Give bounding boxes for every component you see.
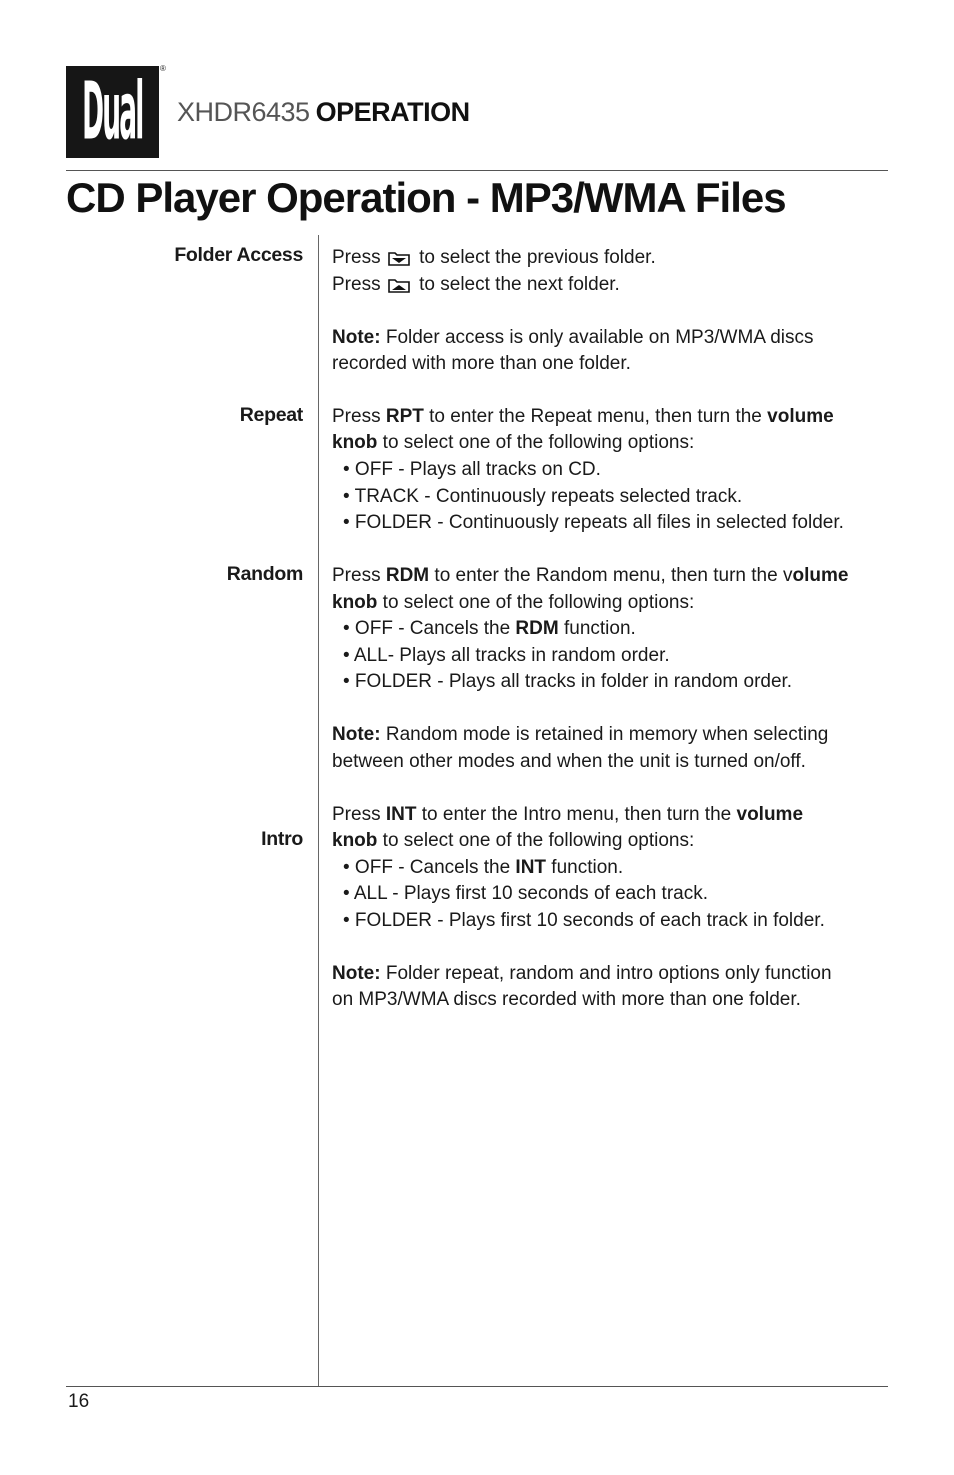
- int-key: INT: [385, 804, 417, 825]
- random-option-folder: • FOLDER - Plays all tracks in folder in random order.: [343, 671, 793, 692]
- repeat-option-folder: • FOLDER - Continuously repeats all files in selected folder.: [343, 512, 844, 533]
- section-name: OPERATION: [315, 97, 470, 127]
- text: Press: [332, 247, 381, 268]
- note-label: Note:: [332, 327, 381, 348]
- logo-text: Dual: [82, 66, 143, 158]
- rpt-key: RPT: [385, 406, 424, 427]
- label-intro: Intro: [261, 828, 303, 850]
- random-line-2: [332, 590, 694, 616]
- text: function.: [546, 857, 624, 878]
- page-number: 16: [68, 1391, 90, 1412]
- model-name: XHDR6435: [177, 97, 310, 127]
- text: Folder access is only available on MP3/WMA discs: [380, 327, 814, 348]
- text: Folder repeat, random and intro options only function: [380, 963, 832, 984]
- intro-line-1: [332, 802, 803, 828]
- folder-prev-line: [332, 245, 656, 274]
- folder-next-line: [332, 272, 620, 301]
- header-title: [177, 97, 470, 128]
- top-divider: [66, 170, 888, 171]
- int-key: INT: [515, 857, 547, 878]
- text: to enter the Random menu, then turn the v: [429, 565, 793, 586]
- registered-mark: ®: [160, 64, 166, 73]
- intro-option-off: [343, 855, 623, 881]
- text: to enter the Intro menu, then turn the: [416, 804, 737, 825]
- dual-logo: [66, 66, 159, 158]
- note-label: Note:: [332, 724, 381, 745]
- intro-option-all: • ALL - Plays first 10 seconds of each track.: [343, 883, 709, 904]
- text: Press: [332, 565, 386, 586]
- label-repeat: Repeat: [239, 404, 303, 426]
- repeat-line-1: [332, 404, 834, 430]
- text: Press: [332, 804, 386, 825]
- random-note-line-1: [332, 722, 828, 748]
- label-folder-access: Folder Access: [174, 244, 303, 266]
- text: • OFF - Cancels the: [343, 618, 516, 639]
- page-title: CD Player Operation - MP3/WMA Files: [66, 174, 786, 221]
- intro-line-2: [332, 828, 694, 854]
- text: olume: [792, 565, 849, 586]
- intro-note-line-2: on MP3/WMA discs recorded with more than one folder.: [332, 989, 801, 1010]
- text: to select one of the following options:: [377, 592, 695, 613]
- intro-note-line-1: [332, 961, 832, 987]
- text: function.: [558, 618, 636, 639]
- text: Press: [332, 406, 386, 427]
- folder-note-line-2: recorded with more than one folder.: [332, 353, 631, 374]
- note-label: Note:: [332, 963, 381, 984]
- text: to select the previous folder.: [419, 247, 656, 268]
- text: Press: [332, 274, 381, 295]
- repeat-line-2: [332, 430, 694, 456]
- text: volume: [767, 406, 834, 427]
- folder-down-icon: [388, 248, 410, 274]
- random-option-off: [343, 616, 636, 642]
- intro-option-folder: • FOLDER - Plays first 10 seconds of each track in folder.: [343, 910, 825, 931]
- label-random: Random: [226, 563, 303, 585]
- random-option-all: • ALL- Plays all tracks in random order.: [343, 645, 670, 666]
- text: volume: [736, 804, 804, 825]
- rdm-key: RDM: [515, 618, 559, 639]
- repeat-option-off: • OFF - Plays all tracks on CD.: [343, 459, 601, 480]
- text: to select the next folder.: [419, 274, 620, 295]
- text: knob: [332, 830, 378, 851]
- text: to select one of the following options:: [377, 830, 695, 851]
- text: to select one of the following options:: [377, 432, 695, 453]
- text: knob: [332, 592, 378, 613]
- random-note-line-2: between other modes and when the unit is turned on/off.: [332, 751, 806, 772]
- rdm-key: RDM: [385, 565, 430, 586]
- repeat-option-track: • TRACK - Continuously repeats selected track.: [343, 486, 743, 507]
- text: knob: [332, 432, 378, 453]
- column-divider: [318, 235, 319, 1386]
- folder-up-icon: [388, 275, 410, 301]
- random-line-1: [332, 563, 848, 589]
- folder-note-line-1: [332, 325, 814, 351]
- text: to enter the Repeat menu, then turn the: [423, 406, 768, 427]
- text: Random mode is retained in memory when selecting: [380, 724, 829, 745]
- text: • OFF - Cancels the: [343, 857, 516, 878]
- bottom-divider: [66, 1386, 888, 1387]
